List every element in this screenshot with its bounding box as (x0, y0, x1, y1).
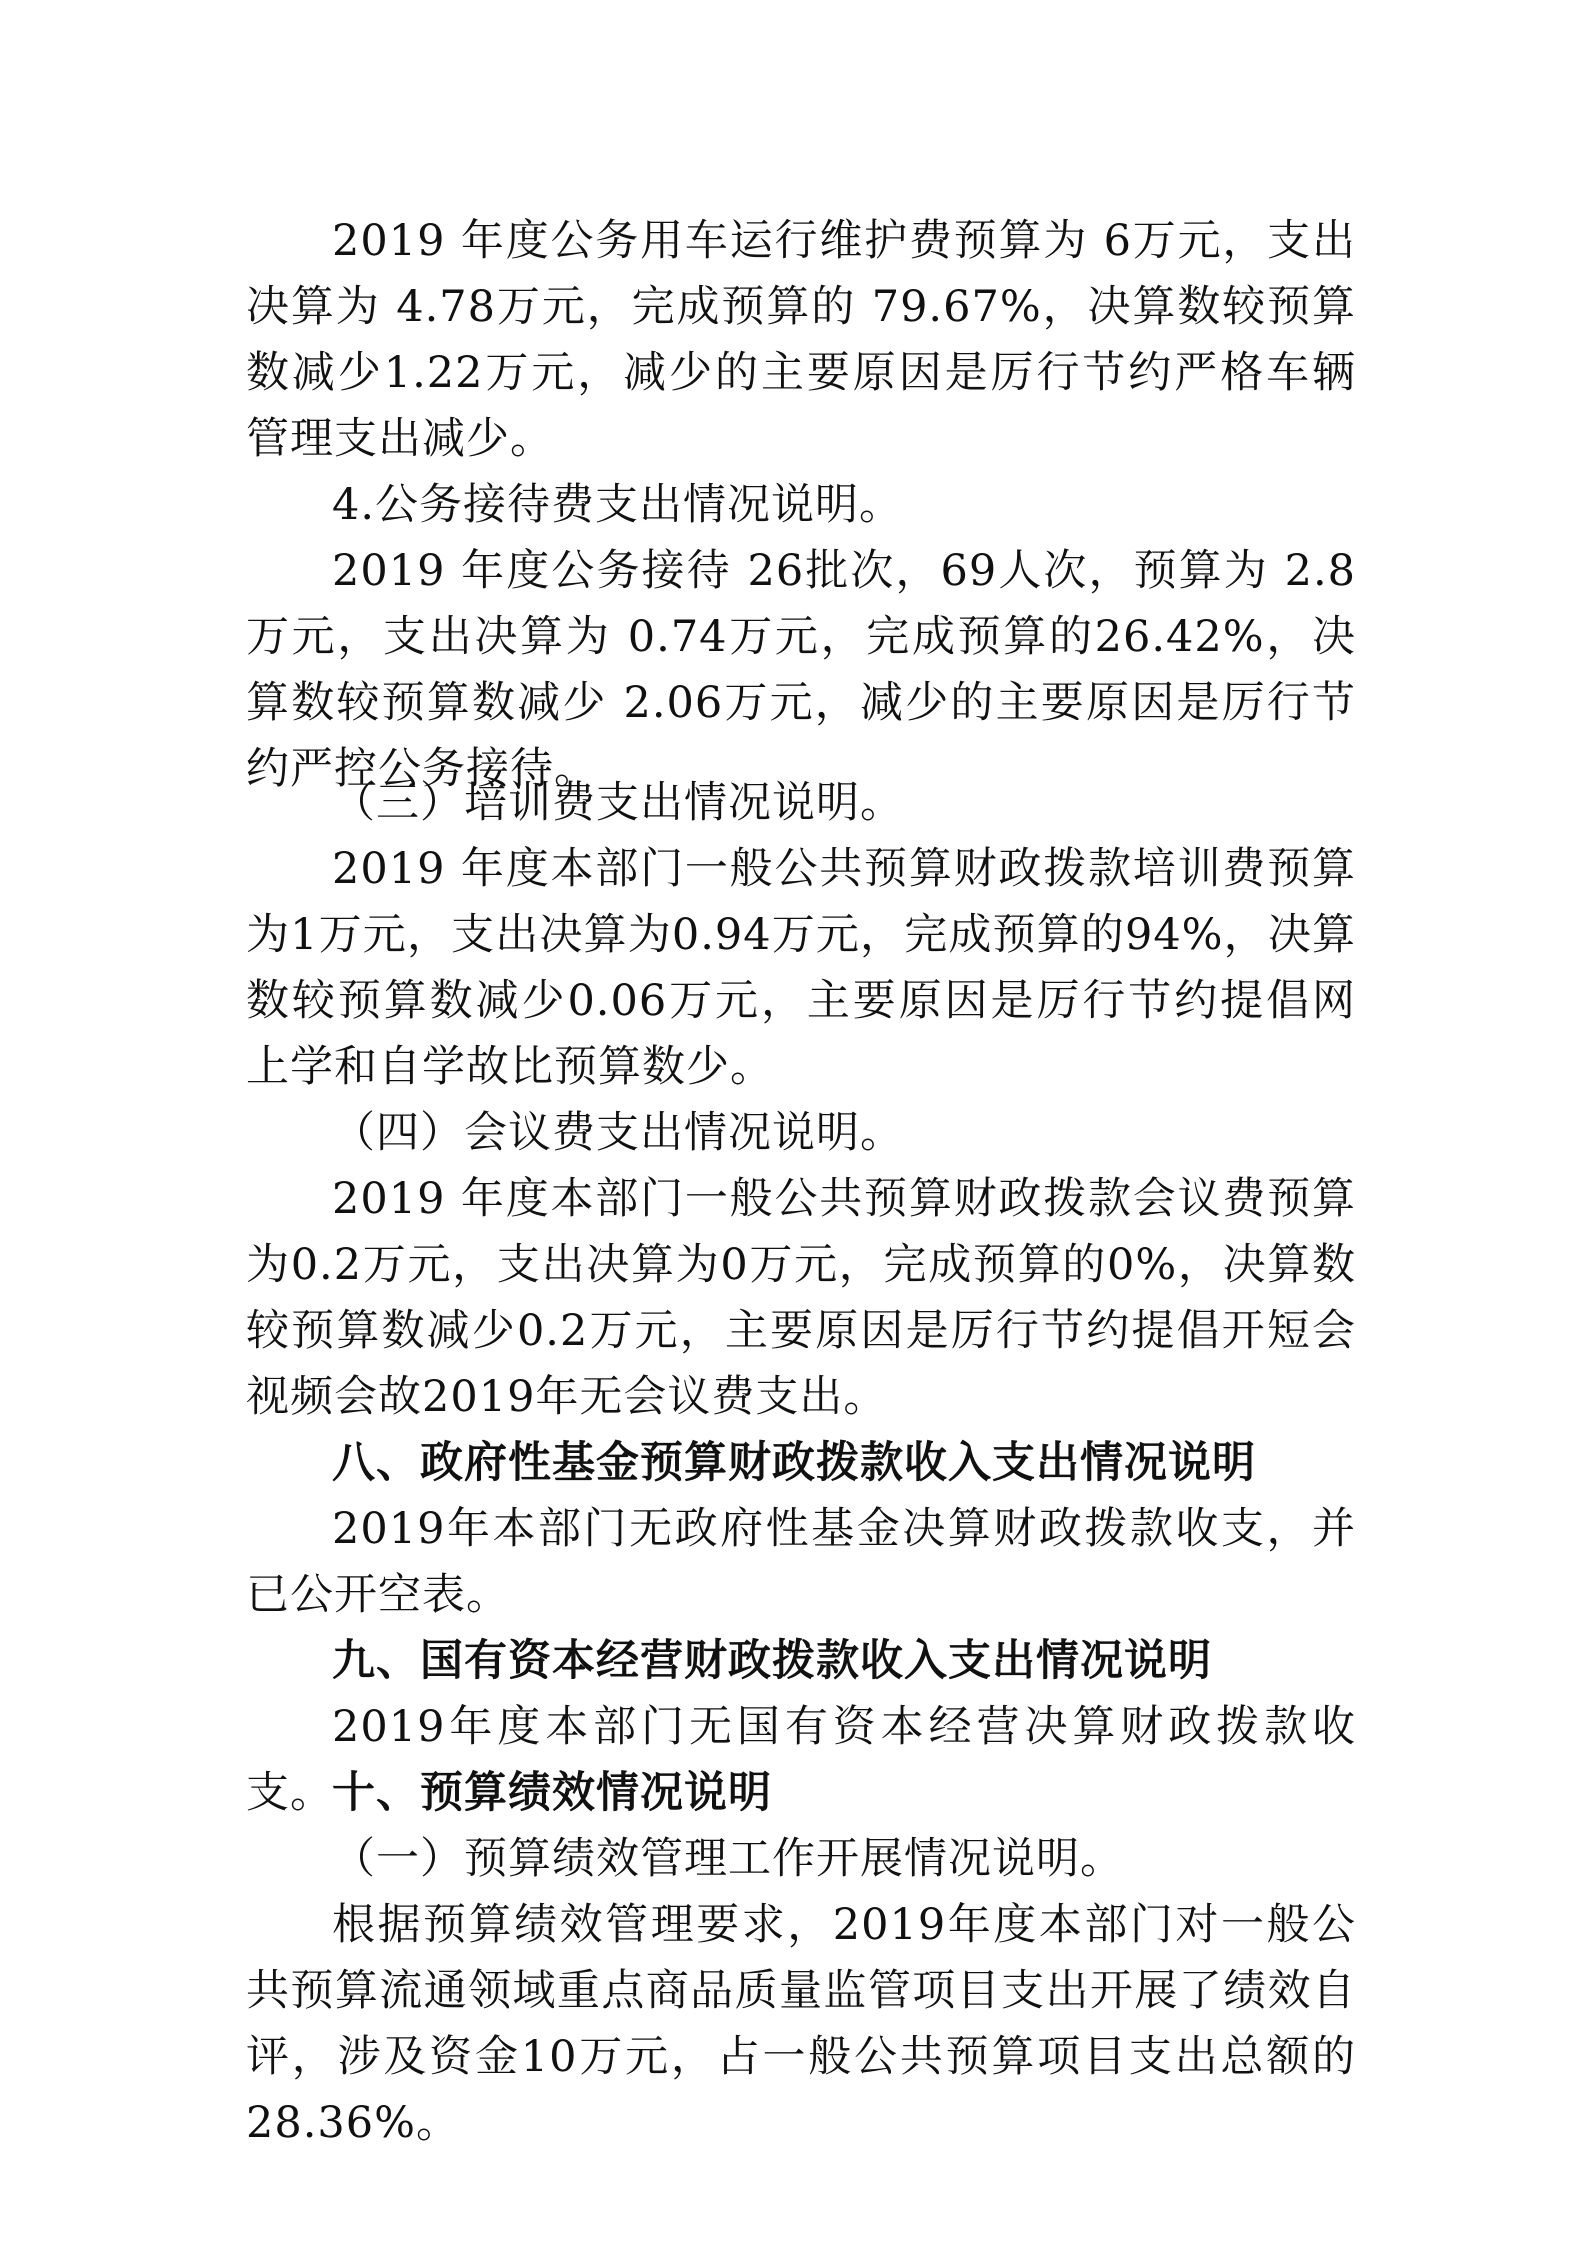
paragraph-reception-expense: 2019 年度公务接待 26批次，69人次，预算为 2.8万元，支出决算为 0.74万元，完成预算的26.42%，决算数较预算数减少 2.06万元，减少的主要原因是厉行节约严控公务接待。 (246, 546, 1356, 794)
paragraph-performance-subheading: （一）预算绩效管理工作开展情况说明。 (332, 1834, 1124, 1884)
paragraph-government-fund: 2019年本部门无政府性基金决算财政拨款收支，并已公开空表。 (246, 1504, 1356, 1620)
paragraph-meeting-heading: （四）会议费支出情况说明。 (332, 1108, 904, 1158)
section-heading-performance: 十、预算绩效情况说明 (332, 1768, 772, 1818)
paragraph-vehicle-maintenance: 2019 年度公务用车运行维护费预算为 6万元，支出决算为 4.78万元，完成预算的 79.67%，决算数较预算数减少1.22万元，减少的主要原因是厉行节约严格车辆管理支出减少。 (246, 216, 1356, 464)
paragraph-reception-heading: 4.公务接待费支出情况说明。 (332, 480, 904, 530)
paragraph-performance-detail: 根据预算绩效管理要求，2019年度本部门对一般公共预算流通领域重点商品质量监管项目支出开展了绩效自评，涉及资金10万元，占一般公共预算项目支出总额的28.36%。 (246, 1900, 1356, 2148)
section-heading-state-capital: 九、国有资本经营财政拨款收入支出情况说明 (332, 1636, 1212, 1686)
paragraph-training-heading: （三）培训费支出情况说明。 (332, 778, 904, 828)
section-heading-government-fund: 八、政府性基金预算财政拨款收入支出情况说明 (332, 1438, 1256, 1488)
paragraph-meeting-expense: 2019 年度本部门一般公共预算财政拨款会议费预算为0.2万元，支出决算为0万元，完成预算的0%，决算数较预算数减少0.2万元，主要原因是厉行节约提倡开短会视频会故2019年无会议费支出。 (246, 1174, 1356, 1422)
paragraph-state-capital: 2019年度本部门无国有资本经营决算财政拨款收支。 (246, 1702, 1356, 1818)
paragraph-training-expense: 2019 年度本部门一般公共预算财政拨款培训费预算为1万元，支出决算为0.94万元，完成预算的94%，决算数较预算数减少0.06万元，主要原因是厉行节约提倡网上学和自学故比预算数少。 (246, 844, 1356, 1092)
